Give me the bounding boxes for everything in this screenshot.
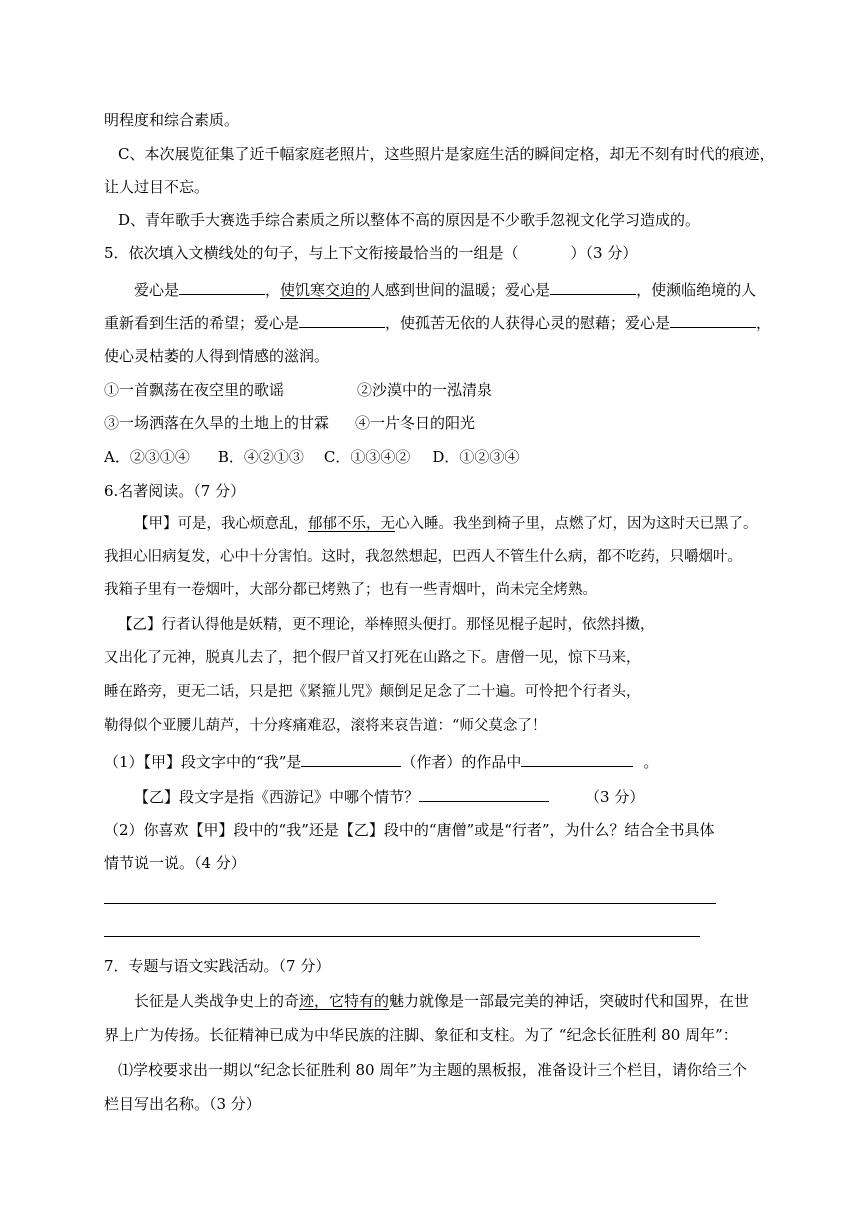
q5-stem [104,243,637,263]
q6-sub1-line1 [104,751,658,772]
q5-text: ，使孤苦无依的人获得心灵的慰藉；爱心是 [385,314,671,332]
q6-underlined-phrase: 郁郁不乐，无 [308,516,395,532]
q7-text: 魅力就像是一部最完美的神话，突破时代和国界，在世 [389,992,750,1010]
q6-author-blank[interactable] [301,751,401,767]
q6-text: 【乙】段文字是指《西游记》中哪个情节？ [134,788,420,806]
q6-sub2-line1: （2）你喜欢【甲】段中的“我”还是【乙】段中的“唐僧”或是“行者”，为什么？结合全书具体 [104,821,715,839]
q6-yi-line3: 睡在路旁，更无二话，只是把《紧箍儿咒》颠倒足足念了二十遍。可怜把个行者头， [104,684,641,700]
q5-blank-3[interactable] [299,312,385,328]
q5-option-1: ①一首飘荡在夜空里的歌谣 [104,381,285,399]
q6-jia-line3: 我箱子里有一卷烟叶，大部分都已烤熟了；也有一些青烟叶，尚未完全烤熟。 [104,582,597,598]
choice-a[interactable]: A．②③①④ [104,448,190,466]
q6-work-blank[interactable] [521,751,633,767]
q4-continuation: 明程度和综合素质。 [104,111,240,129]
q7-text: 长征是人类战争史上的奇 [134,992,300,1010]
q4-option-c-line2: 让人过目不忘。 [104,178,210,196]
choice-d[interactable]: D．①②③④ [432,448,520,466]
q5-option-4: ④一片冬日的阳光 [355,414,476,432]
q6-sub2-line2: 情节说一说。（4 分） [104,854,246,872]
q6-sub1-line2 [134,786,644,807]
q5-option-3: ③一场洒落在久旱的土地上的甘霖 [104,414,330,432]
q5-text: ， [756,314,772,332]
q6-text: 【甲】可是，我心烦意乱， [134,516,308,532]
q5-blank-1[interactable] [179,279,265,295]
q5-passage-line1 [134,279,756,300]
q6-text: 心入睡。我坐到椅子里，点燃了灯，因为这时天已黑了。 [395,516,758,532]
q6-plot-blank[interactable] [419,786,549,802]
q6-title: 6.名著阅读。（7 分） [104,482,246,500]
q5-blank-2[interactable] [550,279,636,295]
q5-passage-line3: 使心灵枯萎的人得到情感的滋润。 [104,347,330,365]
answer-line-1[interactable] [104,903,716,904]
choice-c[interactable]: C．①③④② [323,448,411,466]
q5-choices [104,447,519,467]
q6-jia-line1 [134,514,758,534]
q5-text: 重新看到生活的希望；爱心是 [104,314,300,332]
q4-option-c-line1: C、本次展览征集了近千幅家庭老照片，这些照片是家庭生活的瞬间定格，却无不刻有时代的痕迹， [118,145,775,163]
q5-option-2: ②沙漠中的一泓清泉 [357,381,493,399]
q6-yi-line2: 又出化了元神，脱真儿去了，把个假尸首又打死在山路之下。唐僧一见，惊下马来， [104,650,641,666]
q5-text: 人感到世间的温暖；爱心是 [370,281,551,299]
q5-options-row1 [104,380,492,400]
q6-jia-line2: 我担心旧病复发，心中十分害怕。这时，我忽然想起，巴西人不管生什么病，都不吃药，只嚼烟叶。 [104,549,742,565]
q7-underlined-phrase: 迹，它特有的 [299,992,390,1010]
q7-sub1-line1: ⑴学校要求出一期以“纪念长征胜利 80 周年”为主题的黑板报，准备设计三个栏目，请你给三个 [118,1061,747,1079]
q7-passage-line1 [134,991,749,1011]
q6-score: （3 分） [585,788,645,806]
q5-text: ，使濒临绝境的人 [636,281,757,299]
q7-passage-line2: 界上广为传扬。长征精神已成为中华民族的注脚、象征和支柱。为了 “纪念长征胜利 80 周年”： [104,1026,738,1044]
q6-yi-line1: 【乙】行者认得他是妖精，更不理论，举棒照头便打。那怪见棍子起时，依然抖擞， [118,617,655,633]
q7-title: 7．专题与语文实践活动。（7 分） [104,957,331,975]
q5-options-row2 [104,413,475,433]
q5-score: ）（3 分） [570,244,638,262]
q5-text: ， [265,281,281,299]
q5-underlined-phrase: 使饥寒交迫的 [280,281,371,299]
q5-blank-4[interactable] [670,312,756,328]
answer-line-2[interactable] [104,936,700,937]
choice-b[interactable]: B．④②①③ [217,448,304,466]
q5-stem-text: 5．依次填入文横线处的句子，与上下文衔接最恰当的一组是（ [104,244,519,262]
q6-text: （作者）的作品中 [401,753,522,771]
q5-text: 爱心是 [134,281,180,299]
q5-passage-line2 [104,312,771,333]
q6-text: （1）【甲】段文字中的“我”是 [104,753,302,771]
q6-text: 。 [643,753,659,771]
q7-sub1-line2: 栏目写出名称。（3 分） [104,1095,261,1113]
q4-option-d: D、青年歌手大赛选手综合素质之所以整体不高的原因是不少歌手忽视文化学习造成的。 [118,211,701,229]
q6-yi-line4: 勒得似个亚腰儿葫芦，十分疼痛难忍，滚将来哀告道：“师父莫念了！ [104,718,547,734]
